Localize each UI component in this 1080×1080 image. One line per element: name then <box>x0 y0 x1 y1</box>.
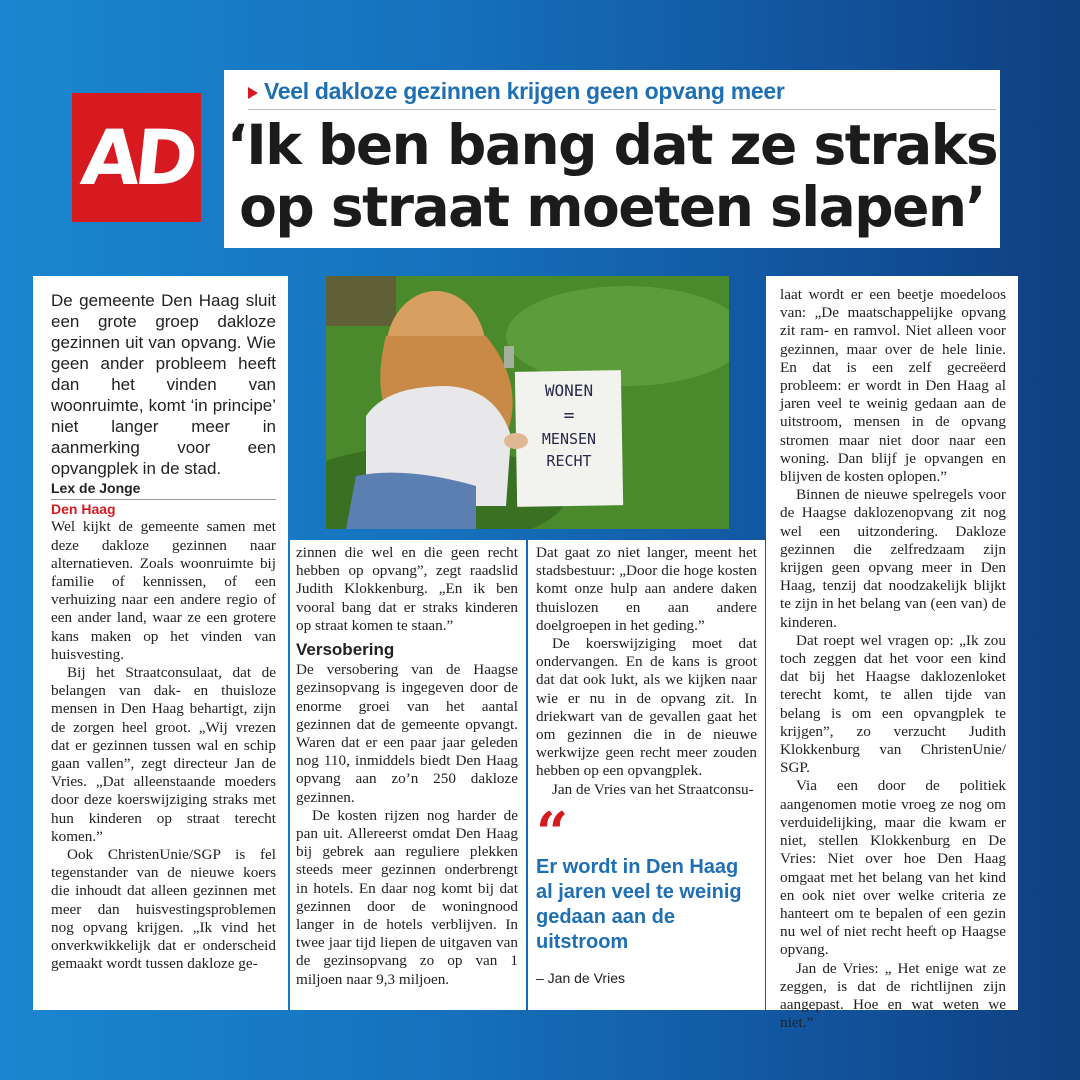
paragraph: Binnen de nieuwe spelregels voor de Haagse daklozenopvang zit nog wel een uitzondering. Dakloze gezinnen die zelfredzaam zijn krijgen geen opvang meer in Den Haag, tenzij dat noodzakelijk blijkt te zijn in het belang van (een van) de kinderen. <box>780 486 1006 631</box>
triangle-icon <box>248 87 258 99</box>
kicker <box>248 78 996 110</box>
pull-quote <box>536 799 757 987</box>
headline-line-1: ‘Ik ben bang dat ze straks <box>226 113 998 177</box>
logo-text: AD <box>76 113 197 202</box>
photo-illustration <box>326 276 729 529</box>
paragraph: De kosten rijzen nog harder de pan uit. Allereerst omdat Den Haag bij gebrek aan reguliere plekken steeds meer gezinnen onderbrengt in hotels. En daar nog komt bij dat gezinnen door de woningnood langer in de hotels verblijven. In twee jaar tijd liepen de uitgaven van de gezinsopvang zo op van 1 miljoen naar 9,3 miljoen. <box>296 806 518 988</box>
dateline-city: Den Haag <box>51 501 116 518</box>
paragraph: Jan de Vries: „ Het enige wat ze zeggen, is dat de richtlijnen zijn aangepast. Hoe en wat weten we niet.” <box>780 959 1006 1032</box>
sign-line-3: MENSEN <box>541 430 597 448</box>
sign-line-4: RECHT <box>546 452 592 470</box>
paragraph: De koerswijziging moet dat ondervangen. En de kans is groot dat dat ook lukt, als we kijken naar wie er nu in de opvang zit. In driekwart van de gevallen gaat het om gezinnen die in de nieuwe werkwijze geen recht meer zouden hebben op een opvangplek. <box>536 635 757 780</box>
paragraph: Bij het Straatconsulaat, dat de belangen van dak- en thuisloze mensen in Den Haag behartigt, zijn de zorgen heel groot. „Wij vrezen dat er gezinnen tussen wal en schip gaan vallen”, zegt directeur Jan de Vries. „Dat alleenstaande moeders door deze koerswijziging straks met hun kinderen op straat terecht komen.” <box>51 664 276 845</box>
paragraph: Via een door de politiek aangenomen motie vroeg ze nog om verduidelijking, maar die kwam er niet, stellen Klokkenburg en De Vries: Niet over hoe Den Haag omgaat met het belang van het kind en ook niet over welke criteria ze hanteert om te bepalen of een gezin nu wel of niet recht heeft op Haagse opvang. <box>780 777 1006 959</box>
paragraph: laat wordt er een beetje moedeloos van: „De maatschappelijke opvang zit ram- en ramvol. Niet alleen voor gezinnen, maar over de hele linie. En dat is een zelf gecreëerd probleem: er wordt in Den Haag al jaren veel te weinig gedaan aan de uitstroom, mensen in de opvang stromen maar niet door naar een woning. Dan blijf je opvangen en blijven de kosten oplopen.” <box>780 286 1006 486</box>
paragraph: De versobering van de Haagse gezinsopvang is ingegeven door de enorme groei van het aantal gezinnen dat de gemeente opvangt. Waren dat er een paar jaar geleden nog 110, inmiddels biedt Den Haag opvang aan zo’n 250 dakloze gezinnen. <box>296 661 518 806</box>
headline-title <box>224 114 1000 238</box>
column-4 <box>766 276 1018 1032</box>
paragraph: Wel kijkt de gemeente samen met deze dakloze gezinnen naar alternatieven. Zoals woonruimte bij familie of kennissen, of een verhuizing naar een andere regio of een ander land, waar ze een grotere kans maken op het vinden van huisvesting. <box>51 518 276 663</box>
paragraph: Dat roept wel vragen op: „Ik zou toch zeggen dat het voor een kind dat bij het Haagse daklozenloket terecht komt, te allen tijde van belang is om een opvangplek te krijgen”, zo verzucht Judith Klokkenburg van ChristenUnie/ SGP. <box>780 631 1006 777</box>
column-1 <box>33 276 288 1010</box>
headline-line-2: op straat moeten slapen’ <box>239 175 985 239</box>
column-2 <box>290 540 526 1010</box>
headline-box <box>224 70 1000 248</box>
quote-author: – Jan de Vries <box>536 969 625 986</box>
paragraph: Dat gaat zo niet langer, meent het stadsbestuur: „Door die hoge kosten komt onze hulp aan andere daken thuislozen en aan andere doelgroepen in het geding.” <box>536 544 757 634</box>
ad-logo <box>72 93 201 222</box>
quote-text: Er wordt in Den Haag al jaren veel te weinig gedaan aan de uitstroom <box>536 855 742 953</box>
paragraph: zinnen die wel en die geen recht hebben op opvang”, zegt raadslid Judith Klokkenburg. „En ik ben vooral bang dat er straks kinderen op straat komen te staan.” <box>296 544 518 634</box>
kicker-text: Veel dakloze gezinnen krijgen geen opvang meer <box>264 78 785 104</box>
paragraph: Jan de Vries van het Straatconsu- <box>552 780 754 798</box>
paragraph: Ook ChristenUnie/SGP is fel tegenstander van de nieuwe koers die inhoudt dat alleen gezinnen met meer dan huisvestingsproblemen nog opvang krijgen. „Ik vind het onverkwikkelijk dat er onderscheid gemaakt wordt tussen dakloze ge- <box>51 846 276 973</box>
intro-text: De gemeente Den Haag sluit een grote groep dakloze gezinnen uit van opvang. Wie geen ander probleem heeft dan het vinden van woonruimte, komt ‘in principe’ niet langer meer in aanmerking voor een opvangplek in de stad. <box>51 291 276 478</box>
author-name: Lex de Jonge <box>51 479 276 500</box>
sign-line-1: WONEN <box>544 381 594 400</box>
subheading: Versobering <box>296 640 395 660</box>
column-3 <box>528 540 765 1010</box>
quote-icon: “ <box>536 799 569 866</box>
article-photo <box>326 276 729 529</box>
sign-line-2: = <box>563 405 575 426</box>
